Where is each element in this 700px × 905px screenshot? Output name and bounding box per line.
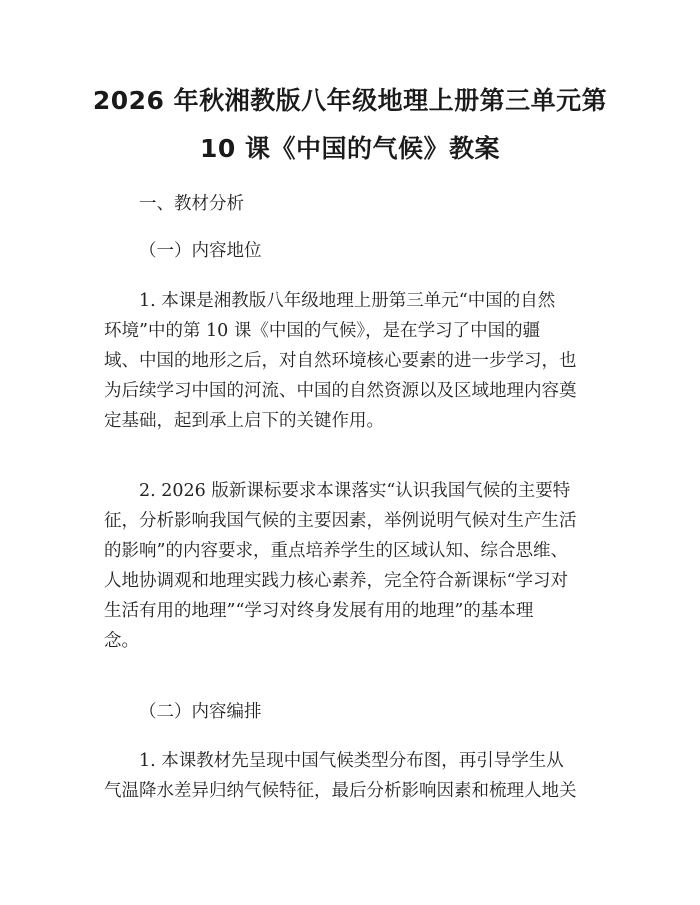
paragraph-1: [104, 286, 598, 436]
paragraph-2-line-3: 的影响”的内容要求，重点培养学生的区域认知、综合思维、: [104, 541, 568, 561]
paragraph-1-line-3: 域、中国的地形之后，对自然环境核心要素的进一步学习，也: [104, 351, 577, 371]
paragraph-1-line-1: 1. 本课是湘教版八年级地理上册第三单元“中国的自然: [139, 291, 556, 311]
paragraph-1-line-4: 为后续学习中国的河流、中国的自然资源以及区域地理内容奠: [104, 381, 577, 401]
paragraph-3-line-1: 1. 本课教材先呈现中国气候类型分布图，再引导学生从: [139, 751, 564, 771]
document-title-line-2: 10 课《中国的气候》教案: [200, 134, 500, 163]
paragraph-1-line-2: 环境”中的第 10 课《中国的气候》，是在学习了中国的疆: [104, 321, 541, 341]
paragraph-2-line-5: 生活有用的地理”“学习对终身发展有用的地理”的基本理: [104, 601, 534, 621]
subsection-heading-content-position: （一）内容地位: [139, 241, 262, 261]
paragraph-2-line-1: 2. 2026 版新课标要求本课落实“认识我国气候的主要特: [139, 481, 571, 501]
paragraph-1-line-5: 定基础，起到承上启下的关键作用。: [104, 411, 384, 431]
paragraph-3-line-2: 气温降水差异归纳气候特征，最后分析影响因素和梳理人地关: [104, 781, 577, 801]
paragraph-2-line-4: 人地协调观和地理实践力核心素养，完全符合新课标“学习对: [104, 571, 568, 591]
paragraph-2-line-2: 征，分析影响我国气候的主要因素，举例说明气候对生产生活: [104, 511, 577, 531]
document-title-line-1: 2026 年秋湘教版八年级地理上册第三单元第: [92, 86, 608, 115]
subsection-heading-content-arrangement: （二）内容编排: [139, 702, 262, 722]
paragraph-2: [104, 476, 598, 656]
paragraph-2-line-6: 念。: [104, 631, 139, 651]
section-heading-textbook-analysis: 一、教材分析: [139, 194, 244, 214]
paragraph-3: [104, 746, 598, 806]
